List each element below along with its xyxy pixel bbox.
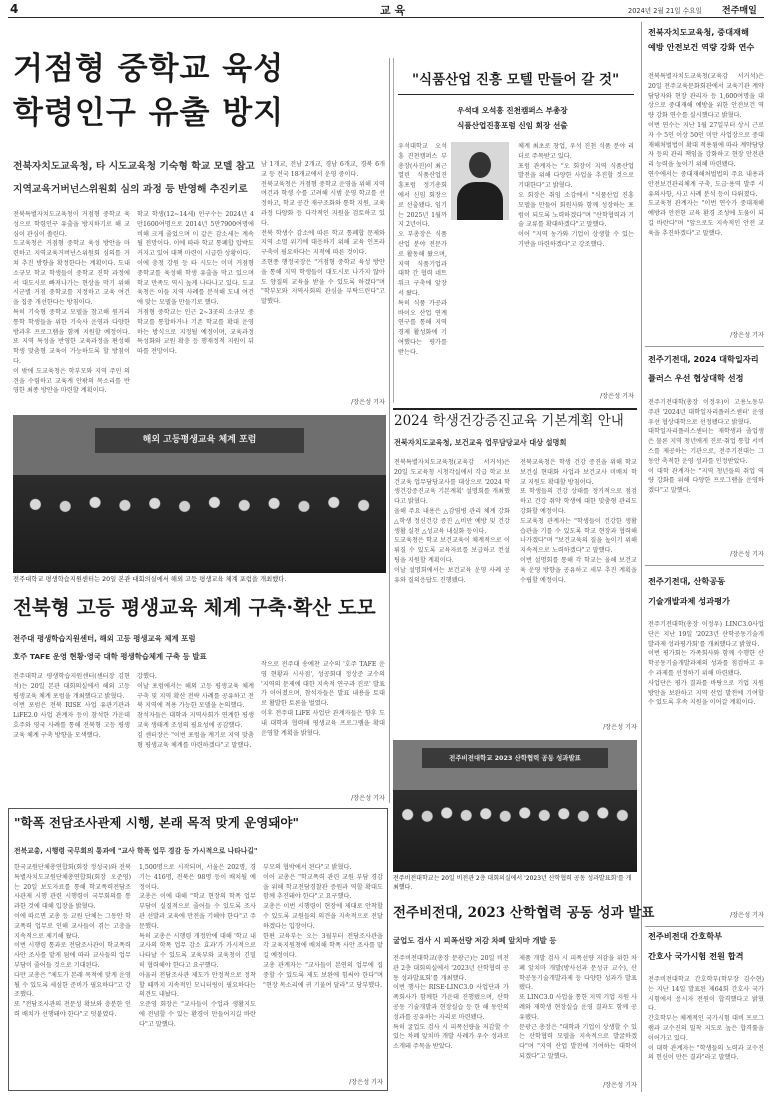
interview-box	[393, 58, 637, 403]
sidebar2-headline-1: 전주기전대, 2024 대학일자리	[648, 354, 759, 364]
vision-college-photo-banner: 전주비전대학교 2023 산학협력 공동 성과발표	[422, 748, 607, 768]
sidebar2-headline-2: 플러스 우선 협상대학 선정	[648, 373, 744, 383]
article1-subheadline-1: 전북자치도교육청, 타 시도교육청 기숙형 학교 모델 참고	[13, 161, 255, 172]
page-number: 4	[10, 2, 19, 16]
article4-column-2: 제품 개발 검사 시 피폭선량 저감을 위한 차폐 앞치마 개발(방사선과 문성규 교수), 산학공동기술개발과제 등 다양한 성과가 발표됐다. 또 LINC3.0 사업을 통한 지역 기업 지원 사례와 재학생 현장실습 운영 결과도 함께 공유됐다. 문광근 총장은 "대학과 기업이 상생할 수 있는 산학협력 모델을 지속적으로 발굴하겠다"며 "지역 산업 발전에 기여하는 대학이 되겠다"고 말했다.	[519, 955, 637, 1060]
article1-column-1: 전북특별자치도교육청이 거점형 중학교 육성으로 학령인구 유출을 방지하기로 해 교심이 관심이 쏠린다. 도교육청은 거점형 중학교 육성 방안을 마련하고 지역교육거버넌스위원회 심의를 거쳐 추진 방향을 확정한다는 계획이다. 도내 소규모 학교 학생들이 중학교 진학 과정에서 대도시로 빠져나가는 현상을 막기 위해 시군별 거점 중학교를 지정하고 교육 여건을 집중 개선한다는 방침이다. 특히 기숙형 중학교 모델을 참고해 원거리 통학 학생들을 위한 기숙사 운영과 다양한 방과후 프로그램을 함께 지원할 예정이다. 또 지역 특성을 반영한 교육과정을 편성해 학생 맞춤형 교육이 가능하도록 할 방침이다. 이 밖에 도교육청은 학부모와 지역 주민 의견을 수렴하고 교육계 안팎의 목소리를 반영한 최종 방안을 마련할 계획이다.	[13, 211, 130, 395]
article3-reporter: /장은성 기자	[349, 1079, 383, 1086]
sidebar-separator-1	[645, 346, 764, 347]
sidebar3-headline-2: 기술개발과제 성과평가	[648, 596, 730, 606]
interview-column-2: 체계 최초로 창업, 우석 진천 식품 분야 리더로 주목받고 있다. 포럼 관계자는 "오 회장이 지역 식품산업 발전을 위해 다양한 사업을 추진할 것으로 기대한다"고 밝혔다. 오 회장은 취임 소감에서 "식품산업 진흥 모델을 만들어 회원사와 함께 성장하는 포럼이 되도록 노력하겠다"며 "산학협력과 기술 교류를 확대하겠다"고 말했다. 이어 "지역 농가와 기업이 상생할 수 있는 기반을 마련하겠다"고 강조했다.	[518, 143, 634, 248]
health-plan-top-rule	[393, 408, 637, 410]
interview-reporter: /장은성 기자	[600, 393, 634, 400]
article1-headline-line2: 학령인구 유출 방지	[13, 95, 285, 131]
interview-column-1b	[451, 224, 509, 394]
article2-subheadline-2: 호주 TAFE 운영 현황·영국 대학 평생학습체계 구축 등 발표	[13, 652, 207, 661]
health-plan-reporter: /장은성 기자	[603, 724, 637, 731]
page-header	[8, 0, 764, 18]
interview-name: 우석대 오석흥 진천캠퍼스 부총장	[457, 106, 568, 115]
article3-box	[8, 808, 388, 1091]
sidebar2-body: 전주기전대학(총장 이정우)이 고용노동부 주관 '2024년 대학일자리플러스센터' 운영 우선 협상대학으로 선정됐다고 밝혔다. 대학일자리플러스센터는 재학생과 졸업생은 물론 지역 청년에게 진로·취업 통합 서비스를 제공하는 기관으로, 전주기전대는 그동안 축적한 운영 성과를 인정받았다. 이 대학 관계자는 "지역 청년들의 취업 역량 강화를 위해 다양한 프로그램을 운영하겠다"고 말했다.	[648, 399, 764, 495]
interview-title: 식품산업진흥포럼 신임 회장 선출	[457, 121, 568, 130]
sidebar4-headline-1: 전주비전대 간호학부	[648, 931, 723, 941]
sidebar1-body: 전북특별자치도교육청(교육감 서거석)은 20일 전주교육문화회관에서 교육기관 계약담당자와 현장 관리자 등 1,600여명을 대상으로 중대재해 예방을 위한 안전보건 역량 강화 연수를 실시했다고 밝혔다. 이번 연수는 지난 1월 27일부터 상시 근로자 수 5인 이상 50인 미만 사업장으로 중대재해처벌법이 확대 적용됨에 따라 계약담당자 등의 관리 책임을 강화하고 현장 안전관리 능력을 높이기 위해 마련됐다. 연수에서는 중대재해처벌법의 주요 내용과 안전보건관리체계 구축, 도급·용역 발주 시 유의사항, 사고 사례 분석 등이 다뤄졌다. 도교육청 관계자는 "이번 연수가 중대재해 예방과 안전한 교육 환경 조성에 도움이 되길 바란다"며 "앞으로도 지속적인 안전 교육을 추진하겠다"고 말했다.	[648, 73, 764, 237]
forum-photo-caption: 전주대학교 평생학습지원센터는 20일 본관 대회의실에서 해외 고등 평생교육 체계 포럼을 개최했다.	[13, 576, 287, 583]
sidebar1-reporter: /장은성 기자	[730, 332, 764, 339]
vision-college-photo-group	[393, 790, 637, 872]
forum-photo-group	[13, 475, 386, 573]
article4-column-1: 전주비전대학교(총장 문광근)는 20일 비전관 2층 대회의실에서 '2023년 산학협력 공동 성과발표회'를 개최했다. 이번 행사는 RISE·LINC3.0 사업단과 가족회사가 함께한 가운데 진행됐으며, 산학공동 기술개발과 현장실습 등 한 해 동안의 성과를 공유하는 자리로 마련됐다. 특히 굴업도 검사 시 피폭선량을 저감할 수 있는 차폐 앞치마 개발 사례가 우수 성과로 소개돼 주목을 받았다.	[393, 955, 509, 1051]
article1-reporter: /장은성 기자	[351, 399, 385, 406]
article2-reporter: /장은성 기자	[351, 795, 385, 802]
newspaper-name: 전주매일	[722, 6, 757, 16]
portrait-head	[469, 152, 491, 178]
article4-reporter: /장은성 기자	[603, 1082, 637, 1089]
article2-column-3: 작으로 전주대 송예찬 교수의 '호주 TAFE 운영 현황과 시사점', 성공회대 정상준 교수의 '지역의 문제에 대한 지속적 연구과 진로' 발표가 이어졌으며, 참석자들은 발표 내용을 토대로 활발한 토론을 벌였다. 이후 전주대 LiFE 사업단 관계자들은 향후 도내 대학과 협력해 평생교육 프로그램을 확대 운영할 계획을 밝혔다.	[261, 661, 385, 737]
health-plan-subheadline: 전북자치도교육청, 보건교육 업무담당교사 대상 설명회	[394, 438, 567, 447]
health-plan-headline: 2024 학생건강증진교육 기본계획 안내	[394, 413, 624, 429]
article1-subheadline-2: 지역교육거버넌스위원회 심의 과정 등 반영해 추진키로	[13, 184, 248, 195]
sidebar3-headline-1: 전주기전대, 산학공동	[648, 576, 726, 586]
interview-column-1: 우석대학교 오석흥 진천캠퍼스 부총장(사진)이 최근 열린 식품산업진흥포럼 정기총회에서 신임 회장으로 선출됐다. 임기는 2025년 1월까지 2년이다. 오 부총장은 식품산업 분야 전문가로 활동해 왔으며, 지역 식품기업과 대학 간 협력 네트워크 구축에 앞장서 왔다. 특히 식품 가공과 바이오 산업 연계 연구를 통해 지역 경제 활성화에 기여했다는 평가를 받는다.	[398, 143, 447, 356]
sidebar3-reporter: /장은성 기자	[730, 912, 764, 919]
sidebar1-headline-1: 전북자치도교육청, 중대재해	[648, 27, 749, 37]
column-divider-left	[389, 58, 390, 803]
article2-subheadline-1: 전주대 평생학습지원센터, 해외 고등 평생교육 체계 포럼	[13, 634, 196, 643]
sidebar-separator-2	[645, 565, 764, 566]
article4-subheadline: 굴업도 검사 시 피폭선량 저감 차폐 앞치마 개발 등	[393, 936, 557, 945]
health-plan-column-2: 전북교육청은 학생 건강 증진을 위해 학교 보건실 현대화 사업과 보건교사 미배치 학교 지원도 확대할 방침이다. 또 학생들의 건강 상태를 정기적으로 점검하고 건강 취약 학생에 대한 맞춤형 관리도 강화할 예정이다. 도교육청 관계자는 "학생들이 건강한 생활 습관을 기를 수 있도록 학교 현장과 협력해 나가겠다"며 "보건교육의 질을 높이기 위해 지속적으로 노력하겠다"고 말했다. 이번 설명회를 통해 각 학교는 올해 보건교육 운영 방향을 공유하고 세부 추진 계획을 수립할 예정이다.	[520, 459, 637, 584]
sidebar-separator-3	[645, 926, 764, 927]
interview-divider	[398, 94, 634, 95]
section-title: 교 육	[380, 4, 406, 17]
article2-column-2: 강했다. 이날 포럼에서는 해외 고등 평생교육 체계 구축 및 지역 확산 전략 사례를 공유하고 전북 지역에 적용 가능한 모델을 논의했다. 참석자들은 대학과 지역사회가 연계한 평생교육 생태계 조성의 필요성에 공감했다. 김 센터장은 "이번 포럼을 계기로 지역 맞춤형 평생교육 체계를 마련하겠다"고 말했다.	[137, 673, 254, 749]
vision-college-photo-caption: 전주비전대학교는 20일 비전관 2층 대회의실에서 '2023년 산학협력 공동 성과발표회'를 개최했다.	[393, 875, 632, 891]
interview-portrait-photo	[451, 142, 509, 220]
portrait-body	[457, 182, 503, 220]
sidebar2-reporter: /장은성 기자	[730, 551, 764, 558]
article2-headline: 전북형 고등 평생교육 체계 구축·확산 도모	[13, 596, 376, 619]
article4-headline: 전주비전대, 2023 산학협력 공동 성과 발표	[393, 905, 655, 921]
sidebar1-headline-2: 예방 안전보건 역량 강화 연수	[648, 42, 755, 52]
health-plan-column-1: 전북특별자치도교육청(교육감 서거석)은 20일 도교육청 시청각실에서 각급 학교 보건교육 업무담당교사를 대상으로 '2024 학생건강증진교육 기본계획' 설명회를 개최했다고 밝혔다. 올해 주요 내용은 △감염병 관리 체계 강화 △학생 정신건강 증진 △비만 예방 및 건강생활 실천 △성교육 내실화 등이다. 도교육청은 학교 보건교육이 체계적으로 이뤄질 수 있도록 교육자료를 보급하고 컨설팅을 지원할 계획이다. 이날 설명회에서는 보건교육 운영 사례 공유와 질의응답도 진행됐다.	[394, 459, 510, 584]
article3-subheadline: 전북교총, 시행령 국무회의 통과에 "교사 학폭 업무 경감 등 가시적으로 나타나길"	[14, 847, 258, 855]
sidebar3-body: 전주기전대학(총장 이정우) LINC3.0사업단은 지난 19일 '2023년 산학공동기술개발과제 성과평가회'를 개최했다고 밝혔다. 이번 평가회는 가족회사와 함께 수행한 산학공동기술개발과제의 성과를 점검하고 우수 과제를 선정하기 위해 마련됐다. 사업단은 평가 결과를 바탕으로 기업 지원 방안을 보완하고 지역 산업 발전에 기여할 수 있도록 후속 지원을 이어갈 계획이다.	[648, 621, 764, 707]
article3-column-2: 1,500명으로 시작되며, 서울은 202명, 경기는 416명, 전북은 98명 등이 배치될 예정이다. 교총은 이에 대해 "학교 현장의 학폭 업무 부담이 실질적으로 줄어들 수 있도록 조사관 선발과 교육에 만전을 기해야 한다"고 주문했다. 특히 교총은 시행령 개정안에 대해 '학교 내 교사의 학폭 업무 감소 효과'가 가시적으로 나타날 수 있도록 교육부와 교육청이 긴밀히 협력해야 한다고 요구했다. 아울러 전담조사관 제도가 안정적으로 정착할 때까지 지속적인 모니터링이 필요하다는 의견도 내놨다. 오준영 회장은 "교사들이 수업과 생활지도에 전념할 수 있는 환경이 만들어지길 바란다"고 말했다.	[139, 864, 256, 1028]
article1-headline-line1: 거점형 중학교 육성	[13, 51, 285, 87]
forum-photo	[13, 415, 386, 573]
sidebar4-headline-2: 간호사 국가시험 전원 합격	[648, 951, 744, 961]
article3-headline: "학폭 전담조사관제 시행, 본래 목적 맞게 운영돼야"	[14, 815, 299, 830]
interview-quote: "식품산업 진흥 모텔 만들어 갈 것"	[412, 72, 620, 88]
issue-date: 2024년 2월 21일 수요일	[628, 7, 702, 15]
forum-photo-banner: 해외 고등평생교육 체계 포럼	[95, 428, 304, 453]
article3-column-3: 부모의 협박에서 된다"고 밝혔다. 이어 교총은 "학교폭력 관련 교원 부담 경감을 위해 학교전담경찰관 증원과 역할 확대도 함께 추진돼야 한다"고 요구했다. 교총은 이번 시행령이 현장에 제대로 안착할 수 있도록 교원들의 의견을 지속적으로 전달하겠다는 입장이다. 한편 교육부는 오는 3월부터 전담조사관을 각 교육지원청에 배치해 학폭 사안 조사를 맡길 예정이다. 교총 관계자는 "교사들이 본연의 업무에 집중할 수 있도록 제도 보완에 힘써야 한다"며 "현장 목소리에 귀 기울여 달라"고 당부했다.	[263, 864, 383, 989]
sidebar-divider	[641, 22, 642, 1092]
sidebar4-body: 전주비전대학교 간호학부(학부장 김수현)는 지난 14일 발표된 제64회 간호사 국가시험에서 응시자 전원이 합격했다고 밝혔다. 간호학부는 체계적인 국가시험 대비 프로그램과 교수진의 밀착 지도로 높은 합격률을 이어가고 있다. 이 대학 관계자는 "학생들의 노력과 교수진의 헌신이 만든 결과"라고 말했다.	[648, 976, 764, 1062]
article3-column-1: 한국교원단체총연합회(회장 정성국)와 전북특별자치도교원단체총연합회(회장 오준영)는 20일 보도자료를 통해 학교폭력전담조사관제 시행 관련 시행령이 국무회의를 통과한 것에 대해 입장을 밝혔다. 이에 따르면 교총 등 교원 단체는 그동안 학교폭력 업무로 인해 교사들이 겪는 고충을 지속적으로 제기해 왔다. 이번 시행령 통과로 전담조사관이 학교폭력 사안 조사를 맡게 됨에 따라 교사들의 업무 부담이 줄어들 것으로 기대된다. 다만 교총은 "제도가 본래 목적에 맞게 운영될 수 있도록 세심한 준비가 필요하다"고 강조했다. 또 "전담조사관의 전문성 확보와 충분한 인력 배치가 선행돼야 한다"고 덧붙였다.	[14, 864, 131, 1018]
vision-college-photo	[393, 740, 637, 872]
article2-column-1: 전주대학교 평생학습지원센터(센터장 김현석)는 20일 본관 대회의실에서 해외 고등 평생교육 체계 포럼을 개최했다고 밝혔다. 이번 포럼은 전북 RISE 사업 유관기관과 LiFE2.0 사업 관계자 등이 참석한 가운데 호주와 영국 사례를 통해 전북형 고등 평생교육 체계 구축 방향을 모색했다.	[13, 673, 130, 739]
article1-column-2: 학교 학생(12~14세) 인구수는 2024년 4만1600여명으로 2014년 5만7900여명에 비해 크게 줄었으며 이 같은 감소세는 계속될 전망이다. 이에 따라 학교 통폐합 압박도 커지고 있어 대책 마련이 시급한 상황이다. 이에 충청 강원 등 타 시도는 이미 거점형 중학교를 육성해 학생 유출을 막고 있으며 학교 만족도 역시 높게 나타나고 있다. 도교육청은 이들 지역 사례를 분석해 도내 여건에 맞는 모델을 만들기로 했다. 거점형 중학교는 인근 2~3곳의 소규모 중학교를 통합하거나 기존 학교를 확대 운영하는 방식으로 지정될 예정이며, 교육과정 특성화와 교원 확충 등 행재정적 지원이 뒤따를 전망이다.	[137, 211, 254, 356]
article1-column-3: 남 1개교, 전남 2개교, 경남 6개교, 경북 6개교 등 전국 18개교에서 운영 중이다. 전북교육청은 거점형 중학교 운영을 위해 지역 여건과 학생 수를 고려해 시범 운영 학교를 선정하고, 학교 공간 재구조화와 통학 지원, 교육과정 다양화 등 다각적인 지원을 검토하고 있다. 전북 학생수 감소에 따른 학교 통폐합 문제와 지역 소멸 위기에 대응하기 위해 교육 인프라 구축이 필요하다는 지적에 따른 것이다. 조현종 행정국장은 "거점형 중학교 육성 방안을 통해 지역 학생들이 대도시로 나가지 않아도 양질의 교육을 받을 수 있도록 하겠다"며 "학부모와 지역사회의 관심을 부탁드린다"고 말했다.	[261, 161, 385, 306]
